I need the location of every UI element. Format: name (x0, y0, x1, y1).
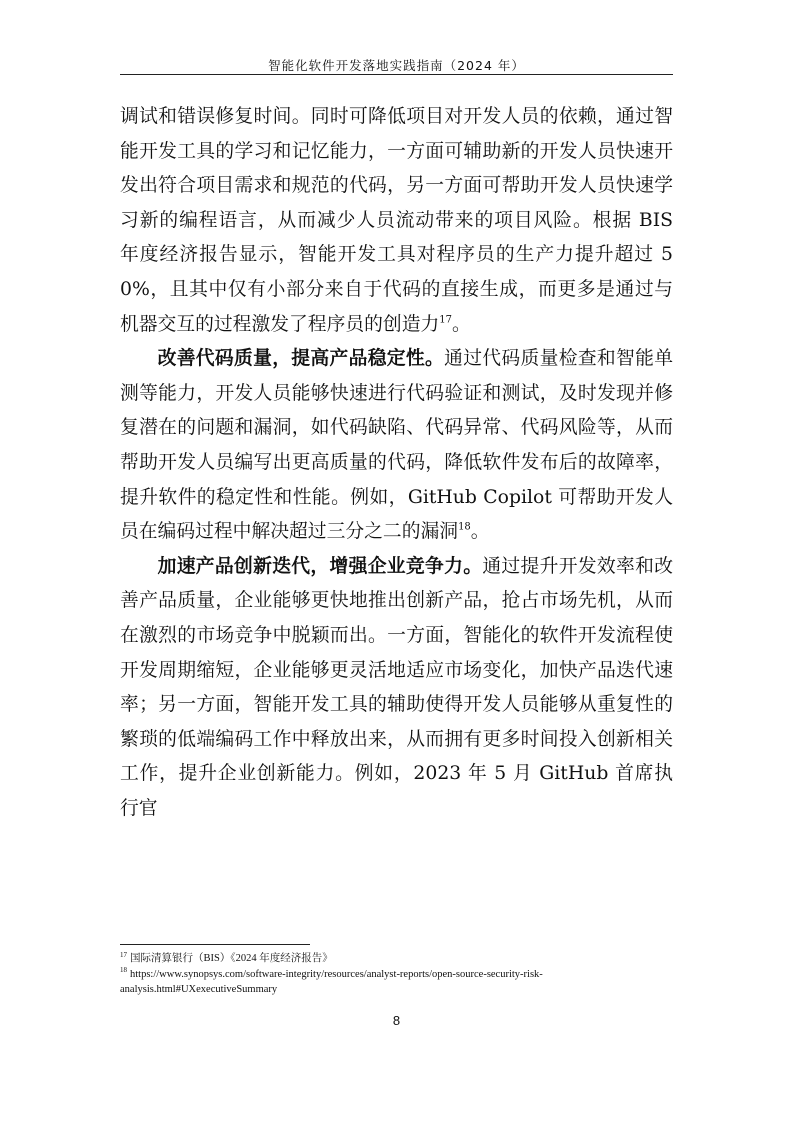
paragraph (120, 100, 673, 342)
page-number: 8 (392, 1013, 401, 1028)
paragraph-tail: 。 (452, 313, 471, 335)
footnote-ref[interactable]: 17 (439, 314, 453, 326)
footnote-text: 国际清算银行（BIS）《2024 年度经济报告》 (130, 953, 333, 964)
paragraph-text: 通过提升开发效率和改善产品质量，企业能够更快地推出创新产品，抢占市场先机，从而在激烈的市场竞争中脱颖而出。一方面，智能化的软件开发流程使开发周期缩短，企业能够更灵活地适应市场变化，加快产品迭代速率；另一方面，智能开发工具的辅助使得开发人员能够从重复性的繁琐的低端编码工作中释放出来，从而拥有更多时间投入创新相关工作，提升企业创新能力。例如，2023 年 5 月 GitHub 首席执行官 (120, 555, 674, 819)
paragraph-lead: 加速产品创新迭代，增强企业竞争力。 (157, 555, 483, 577)
header-divider (120, 74, 673, 75)
footnote-number: 18 (120, 966, 127, 974)
footnote-ref[interactable]: 18 (458, 521, 471, 533)
footnote-divider (120, 944, 310, 945)
paragraph-text: 调试和错误修复时间。同时可降低项目对开发人员的依赖，通过智能开发工具的学习和记忆能力，一方面可辅助新的开发人员快速开发出符合项目需求和规范的代码，另一方面可帮助开发人员快速学习新的编程语言，从而减少人员流动带来的项目风险。根据 BIS 年度经济报告显示，智能开发工具对程序员的生产力提升超过 50%，且其中仅有小部分来自于代码的直接生成，而更多是通过与机器交互的过程激发了程序员的创造力 (120, 106, 673, 335)
footnote (120, 951, 673, 967)
paragraph-tail: 。 (470, 521, 490, 543)
footnote-number: 17 (120, 950, 127, 959)
footnote-link[interactable]: https://www.synopsys.com/software-integrity/resources/analyst-reports/open-source-security-risk-analysis.html#UXexecutiveSummary (120, 968, 543, 995)
body-text (120, 100, 673, 826)
paragraph (120, 550, 673, 827)
paragraph-lead: 改善代码质量，提高产品稳定性。 (157, 348, 445, 370)
footnotes (120, 951, 673, 998)
footnote (120, 967, 673, 998)
running-header: 智能化软件开发落地实践指南（2024 年） (268, 58, 525, 73)
paragraph-text: 通过代码质量检查和智能单测等能力，开发人员能够快速进行代码验证和测试，及时发现并修复潜在的问题和漏洞，如代码缺陷、代码异常、代码风险等，从而帮助开发人员编写出更高质量的代码，降低软件发布后的故障率，提升软件的稳定性和性能。例如，GitHub Copilot 可帮助开发人员在编码过程中解决超过三分之二的漏洞 (120, 348, 674, 543)
paragraph (120, 342, 673, 550)
